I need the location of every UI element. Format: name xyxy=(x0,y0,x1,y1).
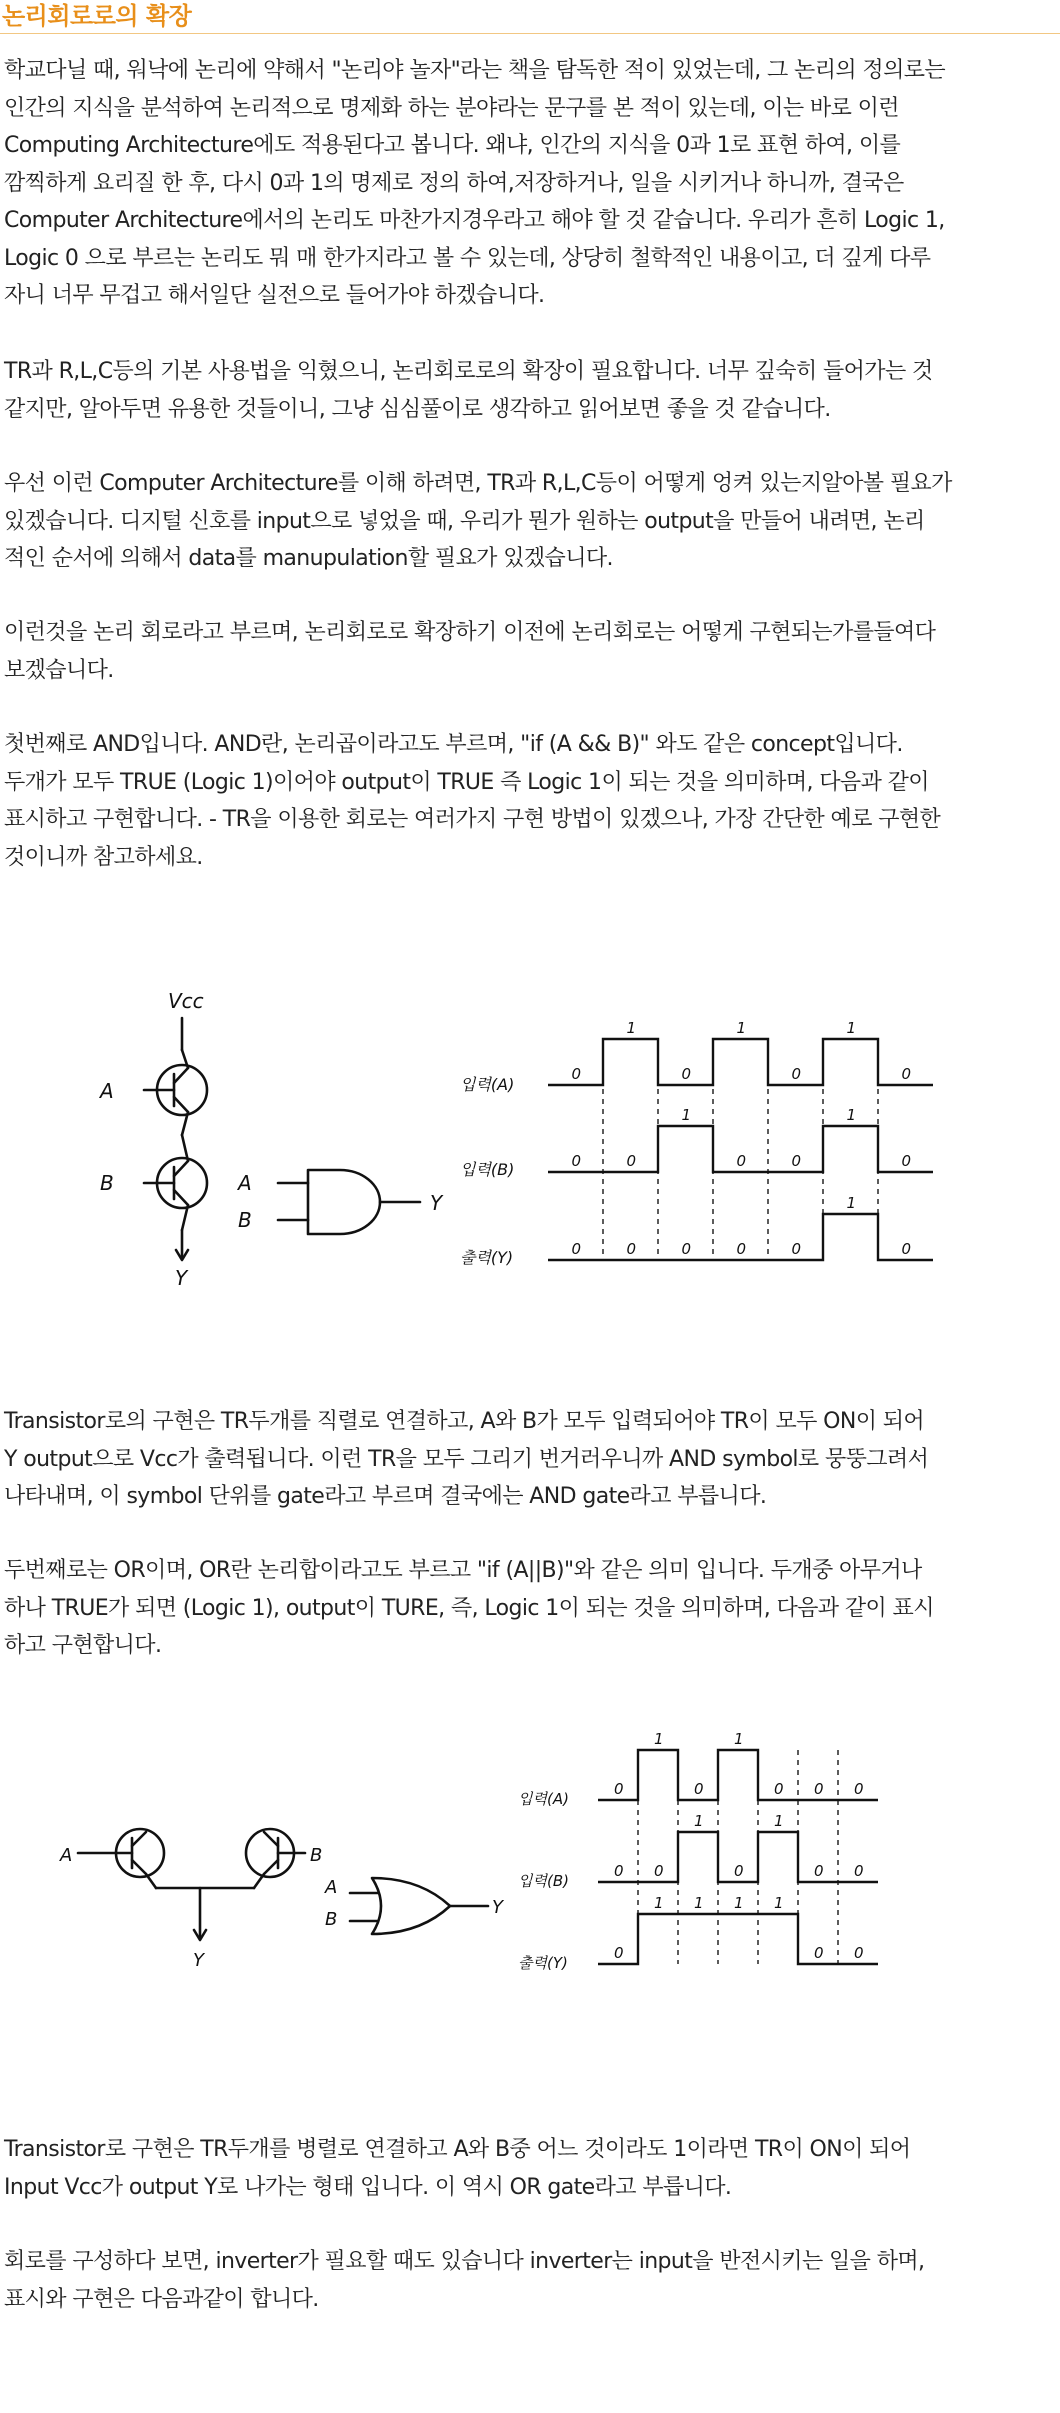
logic-level-label: 1 xyxy=(846,1194,857,1212)
and-vcc-label: Vcc xyxy=(168,989,204,1013)
and-timing-diagram xyxy=(548,1019,933,1260)
paragraph-architecture xyxy=(4,465,1056,578)
or-wave-label-a: 입력(A) xyxy=(518,1790,569,1808)
and-tr-output-label: Y xyxy=(175,1266,188,1290)
page-title: 논리회로로의 확장 xyxy=(0,0,1060,34)
logic-level-label: 0 xyxy=(901,1240,912,1258)
text-line: 하나 TRUE가 되면 (Logic 1), output이 TURE, 즉, Logic 1이 되는 것을 의미하며, 다음과 같이 표시 xyxy=(4,1595,934,1621)
paragraph-or-intro xyxy=(4,1552,1056,1665)
or-gate-input-b-label: B xyxy=(325,1909,338,1930)
logic-level-label: 0 xyxy=(614,1944,624,1962)
and-gate-figure xyxy=(60,980,910,1300)
text-line: 것이니까 참고하세요. xyxy=(4,844,203,870)
logic-level-label: 0 xyxy=(791,1152,802,1170)
logic-level-label: 1 xyxy=(774,1812,784,1830)
logic-level-label: 0 xyxy=(614,1862,624,1880)
logic-level-label: 1 xyxy=(626,1019,637,1037)
or-tr-input-b-label: B xyxy=(310,1845,323,1866)
or-gate-icon xyxy=(350,1878,488,1934)
and-gate-output-label: Y xyxy=(430,1191,443,1215)
paragraph-logic-circuit xyxy=(4,614,1056,689)
logic-level-label: 0 xyxy=(571,1152,582,1170)
text-line: 표시와 구현은 다음과같이 합니다. xyxy=(4,2286,319,2312)
logic-level-label: 1 xyxy=(734,1730,744,1748)
text-line: 우선 이런 Computer Architecture를 이해 하려면, TR과 R,L,C등이 어떻게 엉켜 있는지알아볼 필요가 xyxy=(4,471,952,496)
text-line: 두번째로는 OR이며, OR란 논리합이라고도 부르고 "if (A||B)"와 같은 의미 입니다. 두개중 아무거나 xyxy=(4,1558,922,1583)
logic-level-label: 1 xyxy=(654,1894,664,1912)
paragraph-intro xyxy=(4,52,1056,315)
logic-level-label: 1 xyxy=(734,1894,744,1912)
logic-level-label: 0 xyxy=(571,1240,582,1258)
and-transistor-circuit xyxy=(144,1018,207,1260)
and-gate-icon xyxy=(278,1170,420,1234)
text-line: 있겠습니다. 디지털 신호를 input으로 넣었을 때, 우리가 뭔가 원하는 output을 만들어 내려면, 논리 xyxy=(4,508,925,534)
or-transistor-circuit xyxy=(78,1829,305,1940)
text-line: 첫번째로 AND입니다. AND란, 논리곱이라고도 부르며, "if (A && B)" 와도 같은 concept입니다. xyxy=(4,732,903,757)
logic-level-label: 1 xyxy=(694,1894,704,1912)
logic-level-label: 0 xyxy=(901,1065,912,1083)
logic-level-label: 1 xyxy=(846,1019,857,1037)
or-wave-label-y: 출력(Y) xyxy=(518,1954,568,1972)
waveform-signal_y xyxy=(598,1914,878,1964)
paragraph-or-transistor xyxy=(4,2131,1056,2206)
or-gate-figure xyxy=(60,1728,910,1998)
text-line: Computer Architecture에서의 논리도 마찬가지경우라고 해야 할 것 같습니다. 우리가 흔히 Logic 1, xyxy=(4,208,945,233)
logic-level-label: 1 xyxy=(681,1106,692,1124)
logic-level-label: 1 xyxy=(846,1106,857,1124)
logic-level-label: 1 xyxy=(694,1812,704,1830)
or-timing-diagram xyxy=(598,1730,878,1964)
and-wave-label-y: 출력(Y) xyxy=(460,1248,514,1267)
text-line: TR과 R,L,C등의 기본 사용법을 익혔으니, 논리회로로의 확장이 필요합니다. 너무 깊숙히 들어가는 것 xyxy=(4,359,933,384)
paragraph-and-intro xyxy=(4,726,1056,876)
logic-level-label: 0 xyxy=(791,1065,802,1083)
logic-level-label: 0 xyxy=(901,1152,912,1170)
text-line: 회로를 구성하다 보면, inverter가 필요할 때도 있습니다 inverter는 input을 반전시키는 일을 하며, xyxy=(4,2249,925,2274)
paragraph-inverter-intro xyxy=(4,2243,1056,2318)
and-tr-input-a-label: A xyxy=(100,1079,114,1103)
paragraph-tr-rlc xyxy=(4,353,1056,428)
logic-level-label: 0 xyxy=(736,1152,747,1170)
logic-level-label: 0 xyxy=(734,1862,744,1880)
text-line: 인간의 지식을 분석하여 논리적으로 명제화 하는 분야라는 문구를 본 적이 있는데, 이는 바로 이런 xyxy=(4,95,899,121)
logic-level-label: 1 xyxy=(736,1019,747,1037)
logic-level-label: 0 xyxy=(654,1862,664,1880)
logic-level-label: 0 xyxy=(814,1944,824,1962)
text-line: 두개가 모두 TRUE (Logic 1)이어야 output이 TRUE 즉 Logic 1이 되는 것을 의미하며, 다음과 같이 xyxy=(4,769,929,795)
text-line: 적인 순서에 의해서 data를 manupulation할 필요가 있겠습니다. xyxy=(4,546,613,571)
logic-level-label: 0 xyxy=(791,1240,802,1258)
text-line: 같지만, 알아두면 유용한 것들이니, 그냥 심심풀이로 생각하고 읽어보면 좋을 것 같습니다. xyxy=(4,396,831,422)
and-wave-label-b: 입력(B) xyxy=(460,1160,515,1179)
and-tr-input-b-label: B xyxy=(100,1171,114,1195)
text-line: 표시하고 구현합니다. - TR을 이용한 회로는 여러가지 구현 방법이 있겠으나, 가장 간단한 예로 구현한 xyxy=(4,807,941,832)
text-line: Input Vcc가 output Y로 나가는 형태 입니다. 이 역시 OR gate라고 부릅니다. xyxy=(4,2174,732,2200)
logic-level-label: 0 xyxy=(774,1780,784,1798)
text-line: 자니 너무 무겁고 해서일단 실전으로 들어가야 하겠습니다. xyxy=(4,283,545,308)
logic-level-label: 0 xyxy=(571,1065,582,1083)
logic-level-label: 0 xyxy=(854,1944,864,1962)
text-line: Transistor로 구현은 TR두개를 병렬로 연결하고 A와 B중 어느 것이라도 1이라면 TR이 ON이 되어 xyxy=(4,2137,911,2162)
or-wave-label-b: 입력(B) xyxy=(518,1872,569,1890)
logic-level-label: 0 xyxy=(814,1862,824,1880)
logic-level-label: 0 xyxy=(854,1780,864,1798)
or-tr-input-a-label: A xyxy=(60,1845,73,1866)
paragraph-and-transistor xyxy=(4,1403,1056,1516)
text-line: 하고 구현합니다. xyxy=(4,1633,162,1658)
waveform-signal_a xyxy=(548,1039,933,1085)
or-gate-output-label: Y xyxy=(492,1897,503,1918)
or-gate-input-a-label: A xyxy=(325,1877,338,1898)
logic-level-label: 0 xyxy=(681,1065,692,1083)
text-line: 이런것을 논리 회로라고 부르며, 논리회로로 확장하기 이전에 논리회로는 어떻게 구현되는가를들여다 xyxy=(4,620,936,645)
logic-level-label: 0 xyxy=(681,1240,692,1258)
logic-level-label: 1 xyxy=(774,1894,784,1912)
text-line: 깜찍하게 요리질 한 후, 다시 0과 1의 명제로 정의 하여,저장하거나, 일을 시키거나 하니까, 결국은 xyxy=(4,170,904,196)
logic-level-label: 0 xyxy=(694,1780,704,1798)
waveform-signal_a xyxy=(598,1750,878,1800)
logic-level-label: 1 xyxy=(654,1730,664,1748)
logic-level-label: 0 xyxy=(736,1240,747,1258)
and-wave-label-a: 입력(A) xyxy=(460,1075,515,1094)
logic-level-label: 0 xyxy=(814,1780,824,1798)
and-gate-input-a-label: A xyxy=(238,1171,252,1195)
text-line: Logic 0 으로 부르는 논리도 뭐 매 한가지라고 볼 수 있는데, 상당히 철학적인 내용이고, 더 깊게 다루 xyxy=(4,245,931,271)
logic-level-label: 0 xyxy=(854,1862,864,1880)
logic-level-label: 0 xyxy=(626,1240,637,1258)
text-line: 보겠습니다. xyxy=(4,657,114,683)
or-tr-output-label: Y xyxy=(193,1950,204,1971)
text-line: Y output으로 Vcc가 출력됩니다. 이런 TR을 모두 그리기 번거러우니까 AND symbol로 뭉뚱그려서 xyxy=(4,1446,929,1472)
logic-level-label: 0 xyxy=(614,1780,624,1798)
logic-level-label: 0 xyxy=(626,1152,637,1170)
text-line: Computing Architecture에도 적용된다고 봅니다. 왜냐, 인간의 지식을 0과 1로 표현 하여, 이를 xyxy=(4,133,901,158)
text-line: Transistor로의 구현은 TR두개를 직렬로 연결하고, A와 B가 모두 입력되어야 TR이 모두 ON이 되어 xyxy=(4,1409,925,1434)
text-line: 학교다닐 때, 워낙에 논리에 약해서 "논리야 놀자"라는 책을 탐독한 적이 있었는데, 그 논리의 정의로는 xyxy=(4,58,946,83)
and-gate-input-b-label: B xyxy=(238,1208,252,1232)
text-line: 나타내며, 이 symbol 단위를 gate라고 부르며 결국에는 AND gate라고 부릅니다. xyxy=(4,1484,767,1509)
